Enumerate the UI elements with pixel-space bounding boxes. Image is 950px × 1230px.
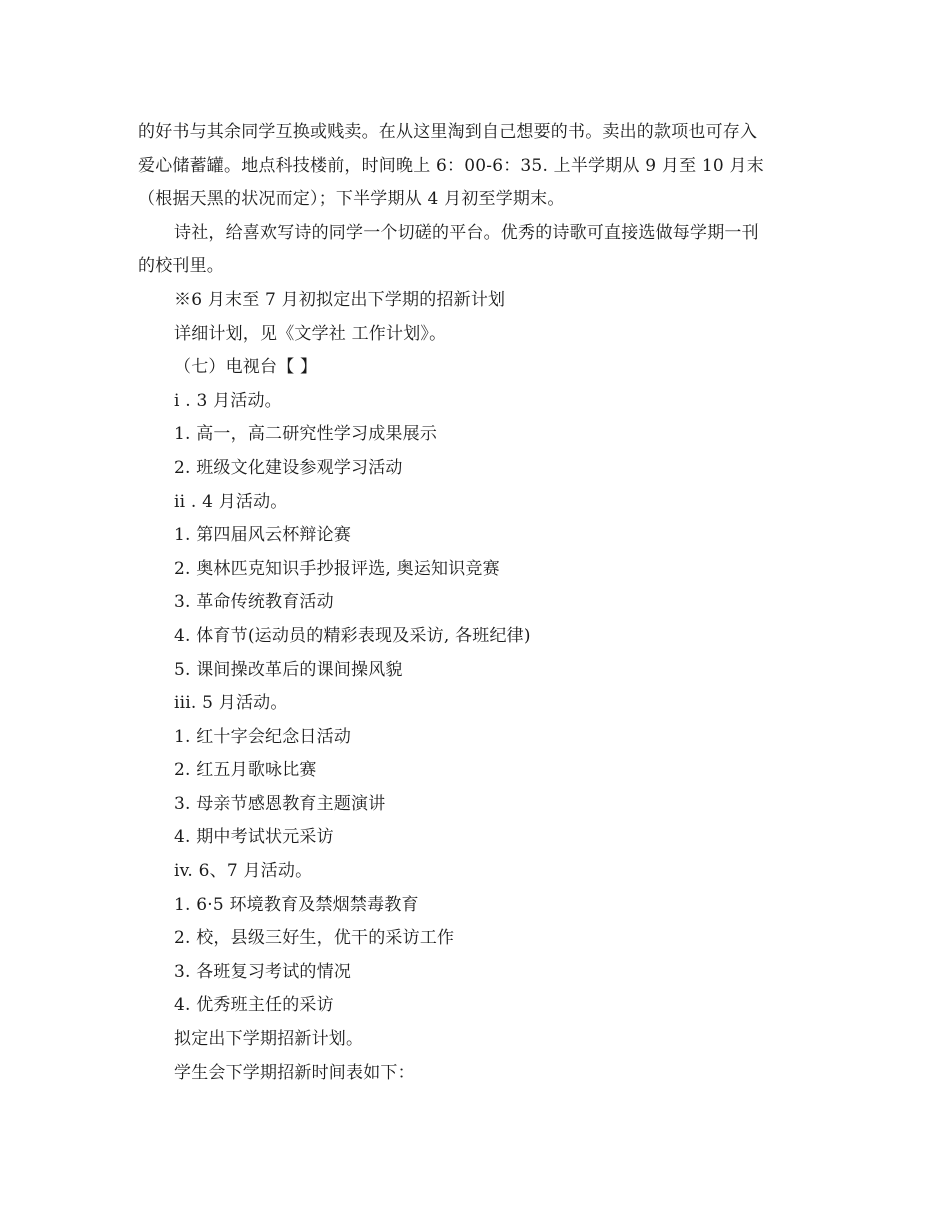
document-body: [138, 116, 814, 1090]
text-line: 的校刊里。: [138, 256, 224, 277]
list-item: 3. 各班复习考试的情况: [174, 961, 352, 982]
list-subheading: iv. 6、7 月活动。: [174, 861, 313, 882]
text-line: 拟定出下学期招新计划。: [174, 1029, 364, 1050]
list-item: 5. 课间操改革后的课间操风貌: [174, 659, 403, 680]
text-line: 学生会下学期招新时间表如下：: [174, 1062, 415, 1083]
list-item: 2. 校，县级三好生，优干的采访工作: [174, 928, 455, 949]
text-line: ※6 月末至 7 月初拟定出下学期的招新计划: [174, 289, 506, 310]
list-item: 3. 革命传统教育活动: [174, 592, 334, 613]
section-heading: （七）电视台【 】: [174, 357, 318, 378]
list-item: 2. 班级文化建设参观学习活动: [174, 457, 403, 478]
list-item: 4. 期中考试状元采访: [174, 827, 334, 848]
list-item: 1. 高一，高二研究性学习成果展示: [174, 424, 438, 445]
list-item: 4. 优秀班主任的采访: [174, 995, 334, 1016]
text-line: 爱心储蓄罐。地点科技楼前，时间晚上 6：00-6：35. 上半学期从 9 月至 10 月末: [138, 155, 764, 176]
list-item: 3. 母亲节感恩教育主题演讲: [174, 793, 386, 814]
list-subheading: i . 3 月活动。: [174, 390, 282, 411]
text-line: 诗社，给喜欢写诗的同学一个切磋的平台。优秀的诗歌可直接选做每学期一刊: [174, 222, 759, 243]
text-line: 详细计划，见《文学社 工作计划》。: [174, 323, 447, 344]
list-item: 2. 红五月歌咏比赛: [174, 760, 317, 781]
list-item: 2. 奥林匹克知识手抄报评选, 奥运知识竞赛: [174, 558, 500, 579]
list-subheading: ii . 4 月活动。: [174, 491, 288, 512]
list-item: 1. 红十字会纪念日活动: [174, 726, 352, 747]
text-line: （根据天黑的状况而定）；下半学期从 4 月初至学期末。: [138, 189, 565, 210]
list-item: 1. 6·5 环境教育及禁烟禁毒教育: [174, 894, 419, 915]
list-item: 4. 体育节(运动员的精彩表现及采访, 各班纪律): [174, 625, 531, 646]
text-line: 的好书与其余同学互换或贱卖。在从这里淘到自己想要的书。卖出的款项也可存入: [138, 122, 758, 142]
list-subheading: iii. 5 月活动。: [174, 693, 288, 714]
list-item: 1. 第四届风云杯辩论赛: [174, 525, 352, 546]
